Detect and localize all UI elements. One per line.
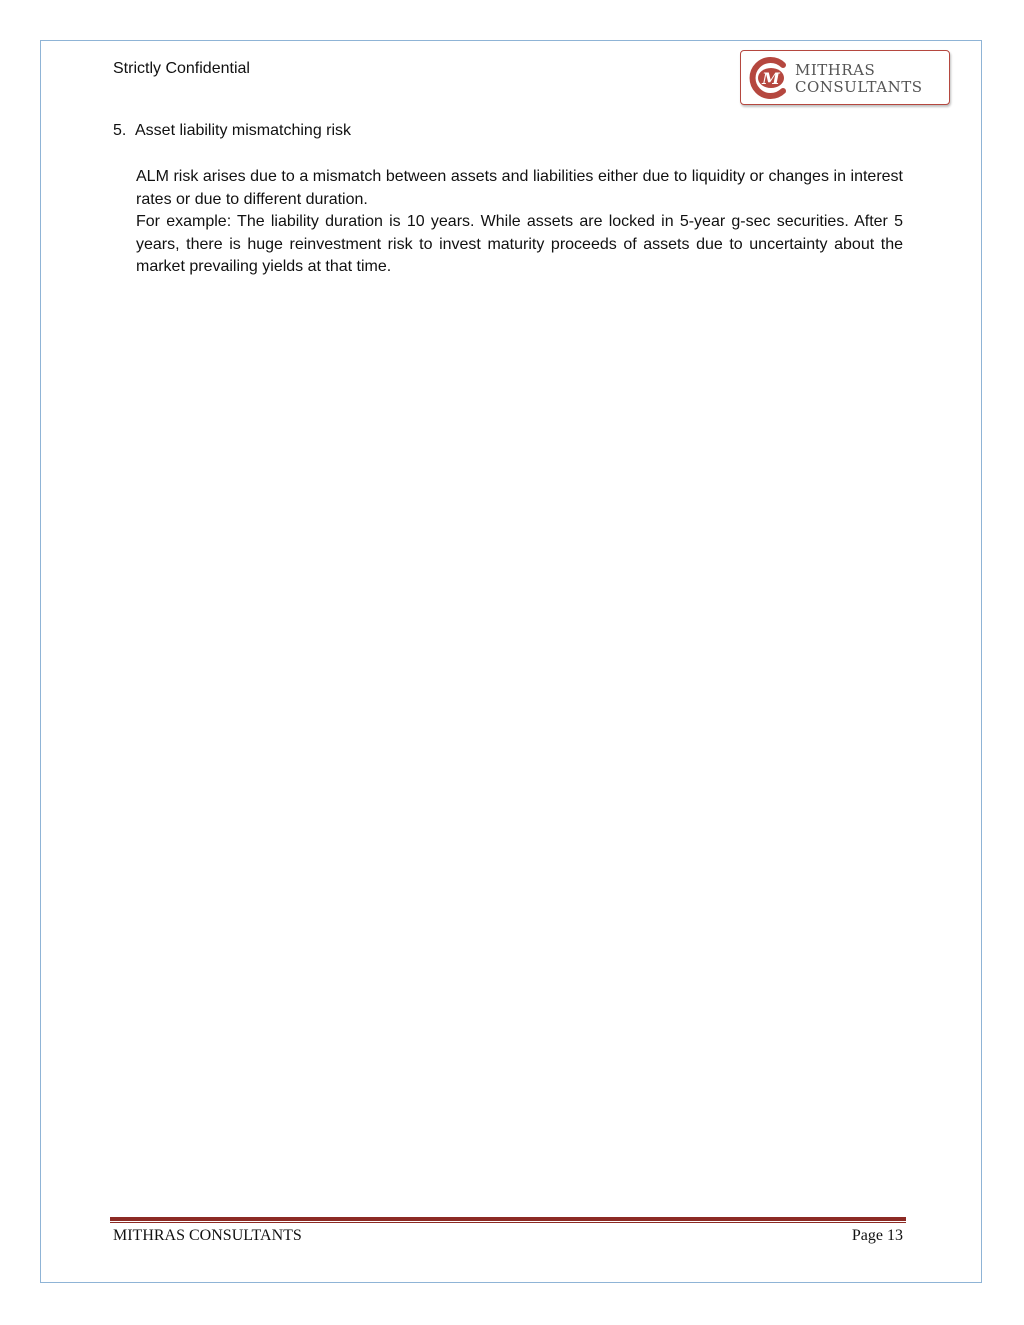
section-heading [113, 122, 351, 140]
footer-rule-thin [110, 1222, 906, 1223]
section-body [136, 166, 903, 279]
logo-text-line1: MITHRAS [795, 61, 876, 79]
section-number: 5. [113, 122, 127, 139]
logo-text-line2: CONSULTANTS [795, 78, 923, 96]
paragraph-alm-definition: ALM risk arises due to a mismatch between assets and liabilities either due to liquidity or changes in interest rates or due to different duration. [136, 168, 903, 208]
confidential-label: Strictly Confidential [113, 60, 250, 77]
page-number: Page 13 [851, 1227, 903, 1244]
company-logo [740, 50, 950, 105]
footer-company: MITHRAS CONSULTANTS [113, 1227, 302, 1244]
section-title: Asset liability mismatching risk [135, 122, 352, 139]
paragraph-example: For example: The liability duration is 10 years. While assets are locked in 5-year g-sec securities. After 5 years, there is huge reinvestment risk to invest maturity proceeds of assets due to uncertainty about the market prevailing yields at that time. [136, 213, 903, 275]
footer-rule [110, 1217, 906, 1221]
logo-mark-icon [745, 55, 791, 101]
svg-text:M: M [762, 69, 780, 88]
